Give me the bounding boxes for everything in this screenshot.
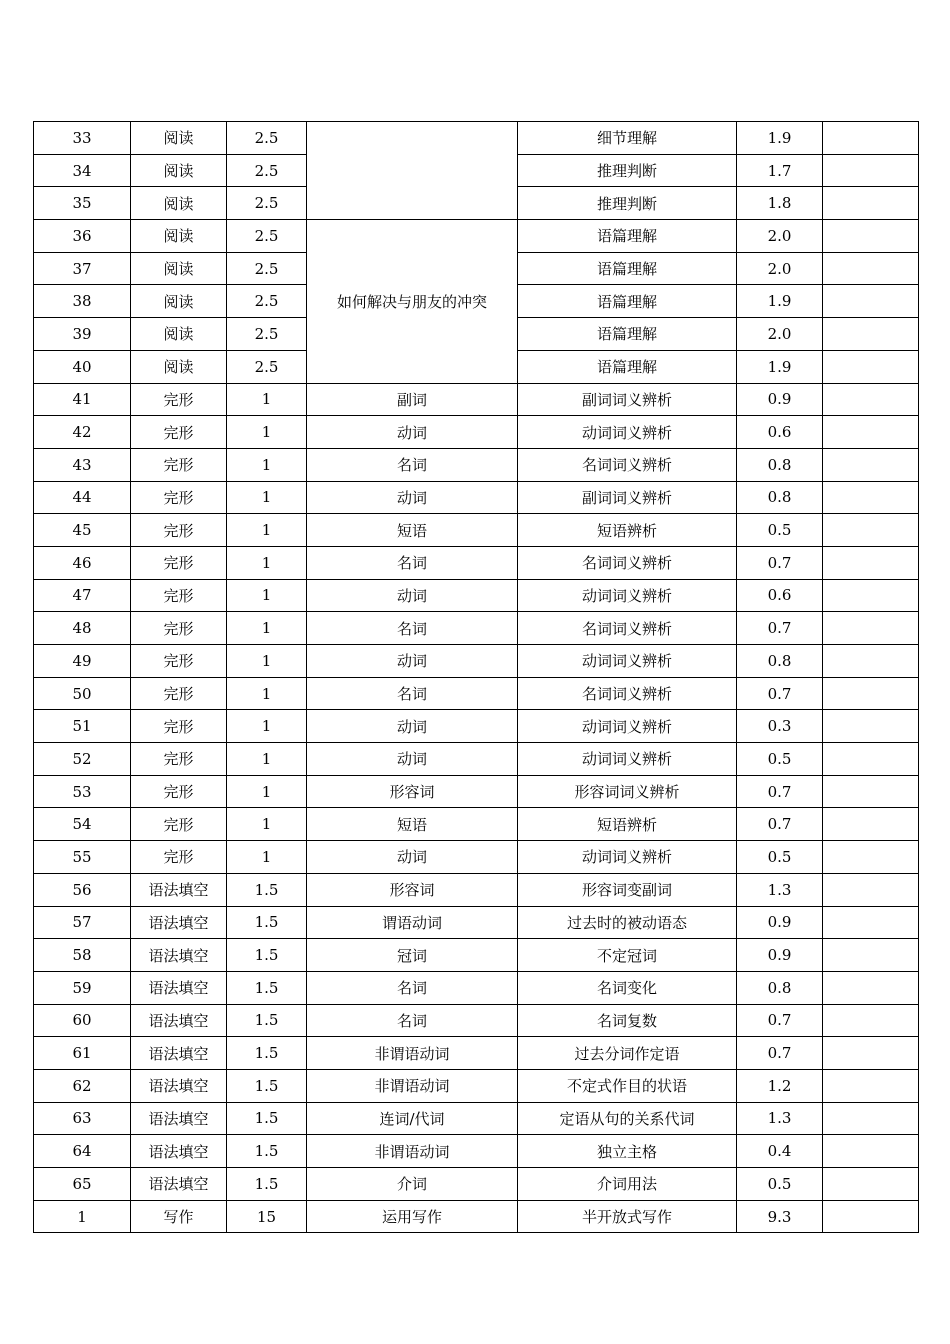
question-type-cell: 阅读 — [131, 220, 227, 253]
score-cell: 1.5 — [227, 906, 307, 939]
average-score-cell: 1.9 — [737, 285, 823, 318]
score-cell: 1.5 — [227, 1037, 307, 1070]
question-number-cell: 56 — [34, 873, 131, 906]
question-number-cell: 58 — [34, 939, 131, 972]
remark-cell — [823, 971, 919, 1004]
topic-cell: 动词 — [307, 645, 518, 678]
table-row — [34, 1037, 919, 1070]
knowledge-point-cell: 推理判断 — [518, 187, 737, 220]
question-type-cell: 完形 — [131, 645, 227, 678]
knowledge-point-cell: 语篇理解 — [518, 285, 737, 318]
average-score-cell: 1.2 — [737, 1069, 823, 1102]
average-score-cell: 1.3 — [737, 873, 823, 906]
table-row — [34, 808, 919, 841]
question-type-cell: 语法填空 — [131, 1037, 227, 1070]
question-type-cell: 完形 — [131, 416, 227, 449]
knowledge-point-cell: 语篇理解 — [518, 252, 737, 285]
question-type-cell: 阅读 — [131, 187, 227, 220]
table-row — [34, 1200, 919, 1233]
table-row — [34, 612, 919, 645]
question-type-cell: 语法填空 — [131, 906, 227, 939]
question-number-cell: 42 — [34, 416, 131, 449]
score-cell: 1.5 — [227, 873, 307, 906]
remark-cell — [823, 579, 919, 612]
remark-cell — [823, 187, 919, 220]
knowledge-point-cell: 名词词义辨析 — [518, 546, 737, 579]
question-type-cell: 语法填空 — [131, 1168, 227, 1201]
knowledge-point-cell: 半开放式写作 — [518, 1200, 737, 1233]
score-cell: 1.5 — [227, 971, 307, 1004]
table-row — [34, 448, 919, 481]
table-row — [34, 383, 919, 416]
table-row — [34, 546, 919, 579]
table-row — [34, 416, 919, 449]
average-score-cell: 0.9 — [737, 383, 823, 416]
average-score-cell: 0.5 — [737, 743, 823, 776]
question-number-cell: 55 — [34, 841, 131, 874]
topic-cell: 名词 — [307, 612, 518, 645]
topic-cell: 副词 — [307, 383, 518, 416]
table-row — [34, 579, 919, 612]
table-row — [34, 841, 919, 874]
question-type-cell: 语法填空 — [131, 1004, 227, 1037]
question-number-cell: 50 — [34, 677, 131, 710]
question-number-cell: 60 — [34, 1004, 131, 1037]
question-type-cell: 语法填空 — [131, 971, 227, 1004]
average-score-cell: 0.7 — [737, 1037, 823, 1070]
table-row — [34, 906, 919, 939]
question-number-cell: 64 — [34, 1135, 131, 1168]
question-type-cell: 语法填空 — [131, 1135, 227, 1168]
average-score-cell: 0.7 — [737, 808, 823, 841]
knowledge-point-cell: 副词词义辨析 — [518, 383, 737, 416]
remark-cell — [823, 350, 919, 383]
knowledge-point-cell: 推理判断 — [518, 154, 737, 187]
question-type-cell: 完形 — [131, 677, 227, 710]
remark-cell — [823, 318, 919, 351]
remark-cell — [823, 285, 919, 318]
score-cell: 1 — [227, 710, 307, 743]
score-cell: 1 — [227, 645, 307, 678]
question-type-cell: 阅读 — [131, 252, 227, 285]
topic-cell: 名词 — [307, 677, 518, 710]
question-number-cell: 65 — [34, 1168, 131, 1201]
knowledge-point-cell: 短语辨析 — [518, 514, 737, 547]
remark-cell — [823, 775, 919, 808]
question-number-cell: 49 — [34, 645, 131, 678]
topic-cell: 动词 — [307, 579, 518, 612]
remark-cell — [823, 1037, 919, 1070]
average-score-cell: 1.9 — [737, 122, 823, 155]
question-number-cell: 39 — [34, 318, 131, 351]
question-type-cell: 完形 — [131, 743, 227, 776]
question-type-cell: 阅读 — [131, 122, 227, 155]
question-number-cell: 40 — [34, 350, 131, 383]
score-cell: 2.5 — [227, 318, 307, 351]
question-number-cell: 46 — [34, 546, 131, 579]
average-score-cell: 0.3 — [737, 710, 823, 743]
remark-cell — [823, 906, 919, 939]
score-cell: 2.5 — [227, 154, 307, 187]
remark-cell — [823, 481, 919, 514]
table-row — [34, 1168, 919, 1201]
table-row — [34, 645, 919, 678]
question-number-cell: 44 — [34, 481, 131, 514]
question-number-cell: 45 — [34, 514, 131, 547]
remark-cell — [823, 808, 919, 841]
knowledge-point-cell: 副词词义辨析 — [518, 481, 737, 514]
question-type-cell: 完形 — [131, 612, 227, 645]
topic-cell: 动词 — [307, 710, 518, 743]
topic-cell: 短语 — [307, 514, 518, 547]
remark-cell — [823, 841, 919, 874]
average-score-cell: 1.7 — [737, 154, 823, 187]
remark-cell — [823, 546, 919, 579]
question-number-cell: 63 — [34, 1102, 131, 1135]
average-score-cell: 0.7 — [737, 775, 823, 808]
average-score-cell: 0.8 — [737, 448, 823, 481]
topic-cell: 谓语动词 — [307, 906, 518, 939]
average-score-cell: 0.6 — [737, 416, 823, 449]
remark-cell — [823, 252, 919, 285]
table-row — [34, 1135, 919, 1168]
knowledge-point-cell: 形容词变副词 — [518, 873, 737, 906]
remark-cell — [823, 1102, 919, 1135]
average-score-cell: 0.4 — [737, 1135, 823, 1168]
remark-cell — [823, 645, 919, 678]
table-row — [34, 743, 919, 776]
average-score-cell: 2.0 — [737, 220, 823, 253]
average-score-cell: 0.5 — [737, 514, 823, 547]
remark-cell — [823, 873, 919, 906]
question-number-cell: 62 — [34, 1069, 131, 1102]
table-row — [34, 481, 919, 514]
question-type-cell: 语法填空 — [131, 1102, 227, 1135]
question-type-cell: 阅读 — [131, 285, 227, 318]
score-analysis-table — [33, 121, 919, 1233]
question-type-cell: 阅读 — [131, 350, 227, 383]
table-row — [34, 1102, 919, 1135]
question-type-cell: 阅读 — [131, 154, 227, 187]
score-cell: 2.5 — [227, 220, 307, 253]
question-number-cell: 59 — [34, 971, 131, 1004]
average-score-cell: 0.7 — [737, 546, 823, 579]
score-cell: 1 — [227, 612, 307, 645]
remark-cell — [823, 383, 919, 416]
knowledge-point-cell: 名词词义辨析 — [518, 677, 737, 710]
score-cell: 15 — [227, 1200, 307, 1233]
knowledge-point-cell: 不定冠词 — [518, 939, 737, 972]
topic-cell: 动词 — [307, 841, 518, 874]
question-number-cell: 36 — [34, 220, 131, 253]
question-type-cell: 完形 — [131, 481, 227, 514]
knowledge-point-cell: 语篇理解 — [518, 350, 737, 383]
table-row — [34, 971, 919, 1004]
average-score-cell: 0.5 — [737, 1168, 823, 1201]
table-row — [34, 775, 919, 808]
knowledge-point-cell: 动词词义辨析 — [518, 841, 737, 874]
table-row — [34, 873, 919, 906]
question-number-cell: 53 — [34, 775, 131, 808]
topic-cell: 非谓语动词 — [307, 1135, 518, 1168]
topic-cell: 动词 — [307, 743, 518, 776]
average-score-cell: 0.8 — [737, 645, 823, 678]
score-cell: 1.5 — [227, 1069, 307, 1102]
average-score-cell: 0.9 — [737, 906, 823, 939]
knowledge-point-cell: 介词用法 — [518, 1168, 737, 1201]
question-type-cell: 完形 — [131, 579, 227, 612]
table-row — [34, 710, 919, 743]
question-number-cell: 34 — [34, 154, 131, 187]
question-type-cell: 写作 — [131, 1200, 227, 1233]
question-type-cell: 完形 — [131, 808, 227, 841]
question-type-cell: 语法填空 — [131, 1069, 227, 1102]
score-cell: 1.5 — [227, 939, 307, 972]
score-cell: 1.5 — [227, 1102, 307, 1135]
score-cell: 1 — [227, 514, 307, 547]
question-type-cell: 完形 — [131, 383, 227, 416]
score-cell: 2.5 — [227, 285, 307, 318]
average-score-cell: 0.7 — [737, 612, 823, 645]
remark-cell — [823, 448, 919, 481]
knowledge-point-cell: 定语从句的关系代词 — [518, 1102, 737, 1135]
remark-cell — [823, 677, 919, 710]
topic-cell: 名词 — [307, 546, 518, 579]
average-score-cell: 2.0 — [737, 318, 823, 351]
question-type-cell: 完形 — [131, 710, 227, 743]
score-cell: 2.5 — [227, 187, 307, 220]
remark-cell — [823, 1168, 919, 1201]
average-score-cell: 2.0 — [737, 252, 823, 285]
score-cell: 1 — [227, 481, 307, 514]
question-number-cell: 35 — [34, 187, 131, 220]
score-cell: 1 — [227, 416, 307, 449]
question-type-cell: 阅读 — [131, 318, 227, 351]
score-cell: 2.5 — [227, 350, 307, 383]
table-row — [34, 514, 919, 547]
knowledge-point-cell: 动词词义辨析 — [518, 416, 737, 449]
table-row — [34, 1004, 919, 1037]
knowledge-point-cell: 名词变化 — [518, 971, 737, 1004]
table-row — [34, 220, 919, 253]
score-cell: 1 — [227, 841, 307, 874]
score-cell: 1.5 — [227, 1168, 307, 1201]
knowledge-point-cell: 独立主格 — [518, 1135, 737, 1168]
topic-cell: 名词 — [307, 448, 518, 481]
average-score-cell: 0.7 — [737, 677, 823, 710]
remark-cell — [823, 939, 919, 972]
question-number-cell: 61 — [34, 1037, 131, 1070]
score-cell: 1 — [227, 743, 307, 776]
question-number-cell: 37 — [34, 252, 131, 285]
average-score-cell: 0.7 — [737, 1004, 823, 1037]
topic-cell: 动词 — [307, 416, 518, 449]
knowledge-point-cell: 动词词义辨析 — [518, 710, 737, 743]
remark-cell — [823, 416, 919, 449]
score-cell: 1 — [227, 546, 307, 579]
score-cell: 1.5 — [227, 1135, 307, 1168]
question-number-cell: 54 — [34, 808, 131, 841]
topic-cell: 非谓语动词 — [307, 1069, 518, 1102]
knowledge-point-cell: 语篇理解 — [518, 220, 737, 253]
question-type-cell: 语法填空 — [131, 873, 227, 906]
average-score-cell: 1.9 — [737, 350, 823, 383]
remark-cell — [823, 612, 919, 645]
score-cell: 1 — [227, 448, 307, 481]
table-row — [34, 677, 919, 710]
topic-cell: 非谓语动词 — [307, 1037, 518, 1070]
knowledge-point-cell: 名词复数 — [518, 1004, 737, 1037]
score-cell: 1 — [227, 383, 307, 416]
topic-cell: 名词 — [307, 1004, 518, 1037]
question-number-cell: 51 — [34, 710, 131, 743]
knowledge-point-cell: 名词词义辨析 — [518, 448, 737, 481]
remark-cell — [823, 1200, 919, 1233]
question-number-cell: 47 — [34, 579, 131, 612]
remark-cell — [823, 1135, 919, 1168]
remark-cell — [823, 122, 919, 155]
average-score-cell: 0.5 — [737, 841, 823, 874]
knowledge-point-cell: 细节理解 — [518, 122, 737, 155]
knowledge-point-cell: 不定式作目的状语 — [518, 1069, 737, 1102]
topic-cell: 形容词 — [307, 873, 518, 906]
knowledge-point-cell: 过去分词作定语 — [518, 1037, 737, 1070]
average-score-cell: 0.8 — [737, 971, 823, 1004]
knowledge-point-cell: 动词词义辨析 — [518, 579, 737, 612]
topic-cell: 运用写作 — [307, 1200, 518, 1233]
topic-cell: 短语 — [307, 808, 518, 841]
topic-cell: 名词 — [307, 971, 518, 1004]
question-number-cell: 41 — [34, 383, 131, 416]
score-cell: 1 — [227, 677, 307, 710]
topic-cell: 动词 — [307, 481, 518, 514]
average-score-cell: 9.3 — [737, 1200, 823, 1233]
remark-cell — [823, 710, 919, 743]
score-cell: 1 — [227, 775, 307, 808]
average-score-cell: 1.3 — [737, 1102, 823, 1135]
question-number-cell: 38 — [34, 285, 131, 318]
question-number-cell: 48 — [34, 612, 131, 645]
question-type-cell: 完形 — [131, 775, 227, 808]
question-number-cell: 57 — [34, 906, 131, 939]
score-cell: 1.5 — [227, 1004, 307, 1037]
question-number-cell: 1 — [34, 1200, 131, 1233]
knowledge-point-cell: 形容词词义辨析 — [518, 775, 737, 808]
knowledge-point-cell: 短语辨析 — [518, 808, 737, 841]
average-score-cell: 0.8 — [737, 481, 823, 514]
topic-cell: 如何解决与朋友的冲突 — [307, 220, 518, 383]
knowledge-point-cell: 动词词义辨析 — [518, 743, 737, 776]
question-number-cell: 52 — [34, 743, 131, 776]
remark-cell — [823, 220, 919, 253]
topic-cell: 介词 — [307, 1168, 518, 1201]
knowledge-point-cell: 语篇理解 — [518, 318, 737, 351]
question-number-cell: 43 — [34, 448, 131, 481]
question-number-cell: 33 — [34, 122, 131, 155]
average-score-cell: 0.9 — [737, 939, 823, 972]
remark-cell — [823, 1069, 919, 1102]
average-score-cell: 0.6 — [737, 579, 823, 612]
score-cell: 2.5 — [227, 122, 307, 155]
topic-cell: 冠词 — [307, 939, 518, 972]
score-cell: 1 — [227, 579, 307, 612]
knowledge-point-cell: 名词词义辨析 — [518, 612, 737, 645]
average-score-cell: 1.8 — [737, 187, 823, 220]
topic-cell — [307, 122, 518, 220]
remark-cell — [823, 1004, 919, 1037]
remark-cell — [823, 743, 919, 776]
question-type-cell: 语法填空 — [131, 939, 227, 972]
question-type-cell: 完形 — [131, 546, 227, 579]
knowledge-point-cell: 过去时的被动语态 — [518, 906, 737, 939]
knowledge-point-cell: 动词词义辨析 — [518, 645, 737, 678]
table-row — [34, 939, 919, 972]
topic-cell: 连词/代词 — [307, 1102, 518, 1135]
remark-cell — [823, 514, 919, 547]
question-type-cell: 完形 — [131, 841, 227, 874]
remark-cell — [823, 154, 919, 187]
table-row — [34, 122, 919, 155]
topic-cell: 形容词 — [307, 775, 518, 808]
question-type-cell: 完形 — [131, 514, 227, 547]
score-cell: 2.5 — [227, 252, 307, 285]
table-row — [34, 1069, 919, 1102]
score-cell: 1 — [227, 808, 307, 841]
question-type-cell: 完形 — [131, 448, 227, 481]
